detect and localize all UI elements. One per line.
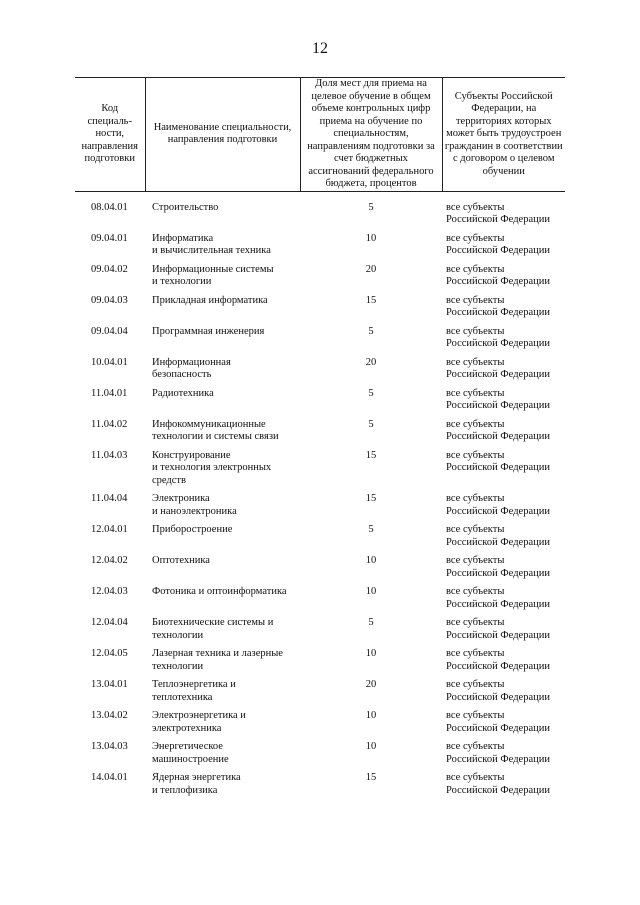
share-cell: 15 (365, 294, 377, 306)
share-cell: 5 (368, 617, 374, 628)
regions-cell: все субъекты Российской Федерации (446, 648, 550, 672)
page-number: 12 (312, 40, 328, 57)
regions-cell: все субъекты Российской Федерации (446, 555, 550, 579)
share-cell: 10 (365, 710, 377, 721)
regions-cell: все субъекты Российской Федерации (446, 294, 550, 318)
name-cell: Теплоэнергетика и теплотехника (152, 679, 236, 703)
regions-cell: все субъекты Российской Федерации (446, 679, 550, 703)
table-row (75, 419, 565, 450)
table-row (75, 679, 565, 710)
regions-cell: все субъекты Российской Федерации (446, 617, 550, 641)
code-cell: 12.04.02 (91, 555, 128, 566)
regions-cell: все субъекты Российской Федерации (446, 741, 550, 765)
code-cell: 11.04.04 (91, 493, 128, 504)
share-cell: 5 (368, 524, 374, 535)
regions-cell: все субъекты Российской Федерации (446, 418, 550, 442)
code-cell: 10.04.01 (91, 356, 128, 368)
regions-cell: все субъекты Российской Федерации (446, 232, 550, 256)
share-cell: 15 (365, 772, 377, 783)
regions-cell: все субъекты Российской Федерации (446, 449, 550, 473)
name-cell: Ядерная энергетика и теплофизика (152, 772, 241, 796)
header-name: Наименование специальности, направления подготовки (145, 78, 300, 192)
regions-cell: все субъекты Российской Федерации (446, 586, 550, 610)
name-cell: Электроника и наноэлектроника (152, 493, 237, 517)
share-cell: 20 (365, 356, 377, 368)
share-cell: 20 (365, 263, 377, 275)
regions-cell: все субъекты Российской Федерации (446, 524, 550, 548)
name-cell: Приборостроение (152, 524, 233, 535)
name-cell: Энергетическое машиностроение (152, 741, 229, 765)
name-cell: Радиотехника (152, 387, 214, 399)
code-cell: 08.04.01 (91, 201, 128, 213)
table-row (75, 741, 565, 772)
specialties-table (75, 77, 565, 803)
share-cell: 5 (368, 325, 374, 337)
share-cell: 10 (365, 586, 377, 597)
table-row (75, 450, 565, 494)
table-row (75, 493, 565, 524)
table-row (75, 617, 565, 648)
table-row (75, 586, 565, 617)
code-cell: 12.04.01 (91, 524, 128, 535)
table-row (75, 772, 565, 803)
table-row (75, 264, 565, 295)
name-cell: Электроэнергетика и электротехника (152, 710, 246, 734)
share-cell: 10 (365, 232, 377, 244)
share-cell: 5 (368, 418, 374, 430)
regions-cell: все субъекты Российской Федерации (446, 493, 550, 517)
code-cell: 12.04.03 (91, 586, 128, 597)
name-cell: Биотехнические системы и технологии (152, 617, 274, 641)
code-cell: 13.04.01 (91, 679, 128, 690)
table-row (75, 710, 565, 741)
code-cell: 11.04.01 (91, 387, 128, 399)
code-cell: 14.04.01 (91, 772, 128, 783)
code-cell: 11.04.02 (91, 418, 128, 430)
name-cell: Фотоника и оптоинформатика (152, 586, 287, 597)
regions-cell: все субъекты Российской Федерации (446, 325, 550, 349)
table-row (75, 326, 565, 357)
code-cell: 13.04.03 (91, 741, 128, 752)
name-cell: Конструирование и технология электронных средств (152, 449, 272, 486)
table-row (75, 357, 565, 388)
header-share: Доля мест для приема на целевое обучение в общем объеме контрольных цифр приема на обучение по специальностям, направлениям подготовки за счет бюджетных ассигнований федерального бюджета, процентов (300, 78, 442, 192)
share-cell: 20 (365, 679, 377, 690)
name-cell: Информационная безопасность (152, 356, 231, 380)
table-row (75, 555, 565, 586)
code-cell: 09.04.01 (91, 232, 128, 244)
regions-cell: все субъекты Российской Федерации (446, 387, 550, 411)
table-row (75, 388, 565, 419)
share-cell: 5 (368, 387, 374, 399)
header-regions: Субъекты Российской Федерации, на территориях которых может быть трудоустроен гражданин в соответствии с договором о целевом обучении (442, 78, 565, 192)
regions-cell: все субъекты Российской Федерации (446, 772, 550, 796)
code-cell: 09.04.04 (91, 325, 128, 337)
header-code: Код специаль-ности, направления подготовки (75, 78, 145, 192)
share-cell: 5 (368, 201, 374, 213)
code-cell: 09.04.03 (91, 294, 128, 306)
table-row (75, 295, 565, 326)
share-cell: 15 (365, 493, 377, 504)
table-row (75, 648, 565, 679)
name-cell: Оптотехника (152, 555, 210, 566)
name-cell: Прикладная информатика (152, 294, 268, 306)
table-row (75, 524, 565, 555)
name-cell: Программная инженерия (152, 325, 265, 337)
regions-cell: все субъекты Российской Федерации (446, 263, 550, 287)
table-row (75, 233, 565, 264)
regions-cell: все субъекты Российской Федерации (446, 201, 550, 225)
name-cell: Информационные системы и технологии (152, 263, 274, 287)
name-cell: Строительство (152, 201, 219, 213)
code-cell: 09.04.02 (91, 263, 128, 275)
share-cell: 10 (365, 555, 377, 566)
name-cell: Инфокоммуникационные технологии и системы связи (152, 418, 279, 442)
share-cell: 10 (365, 648, 377, 659)
name-cell: Лазерная техника и лазерные технологии (152, 648, 283, 672)
share-cell: 15 (365, 449, 377, 461)
code-cell: 12.04.04 (91, 617, 128, 628)
share-cell: 10 (365, 741, 377, 752)
name-cell: Информатика и вычислительная техника (152, 232, 271, 256)
table-row (75, 191, 565, 233)
code-cell: 11.04.03 (91, 449, 128, 461)
code-cell: 13.04.02 (91, 710, 128, 721)
regions-cell: все субъекты Российской Федерации (446, 710, 550, 734)
table-header-row (75, 78, 565, 192)
regions-cell: все субъекты Российской Федерации (446, 356, 550, 380)
code-cell: 12.04.05 (91, 648, 128, 659)
